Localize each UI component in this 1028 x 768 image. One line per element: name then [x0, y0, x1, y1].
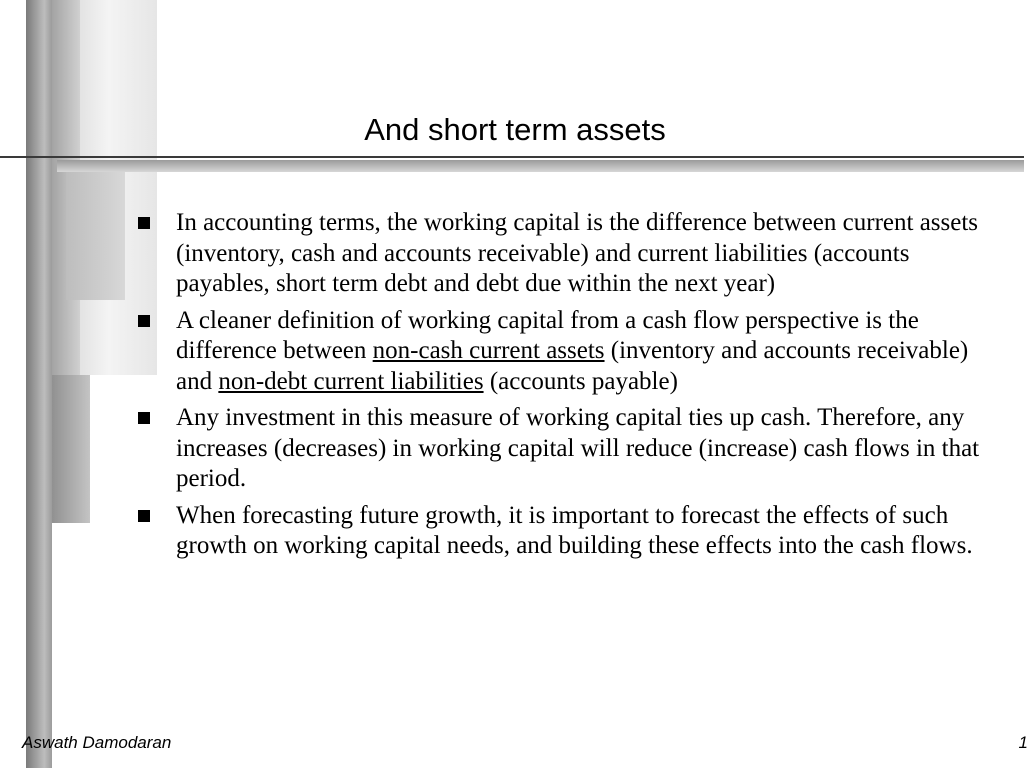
decor-bar — [50, 375, 90, 523]
footer-author: Aswath Damodaran — [22, 733, 172, 752]
title-rule — [0, 156, 1024, 158]
bullet-text: When forecasting future growth, it is important to forecast the effects of such growth on working capital needs, and building these effects into the cash flows. — [176, 501, 973, 559]
bullet-item — [136, 306, 996, 398]
bullet-text: (inventory and accounts receivable) and — [176, 337, 969, 395]
bullet-item — [136, 403, 996, 495]
bullet-item — [136, 501, 996, 562]
decor-bar — [66, 172, 125, 300]
underlined-term: non-debt current liabilities — [218, 367, 484, 395]
bullet-item — [136, 208, 996, 300]
page-number: 1 — [1018, 733, 1028, 752]
bullet-text: Any investment in this measure of working capital ties up cash. Therefore, any increases (decreases) in working capital will reduce (increase) cash flows in that period. — [176, 404, 980, 492]
decor-bar — [26, 0, 52, 768]
bullet-text: In accounting terms, the working capital is the difference between current assets (inventory, cash and accounts receivable) and current liabilities (accounts payables, short term debt and debt due within the next year) — [176, 209, 979, 297]
square-bullet-icon — [138, 510, 150, 522]
bullet-text: A cleaner definition of working capital from a cash flow perspective is the difference between — [176, 306, 919, 364]
square-bullet-icon — [138, 412, 150, 424]
decor-horizontal-bar — [57, 160, 1024, 172]
bullet-text: (accounts payable) — [483, 367, 678, 395]
square-bullet-icon — [138, 315, 150, 327]
underlined-term: non-cash current assets — [372, 337, 605, 364]
bullet-list — [136, 208, 996, 568]
square-bullet-icon — [138, 217, 150, 229]
slide-title: And short term assets — [364, 112, 666, 147]
